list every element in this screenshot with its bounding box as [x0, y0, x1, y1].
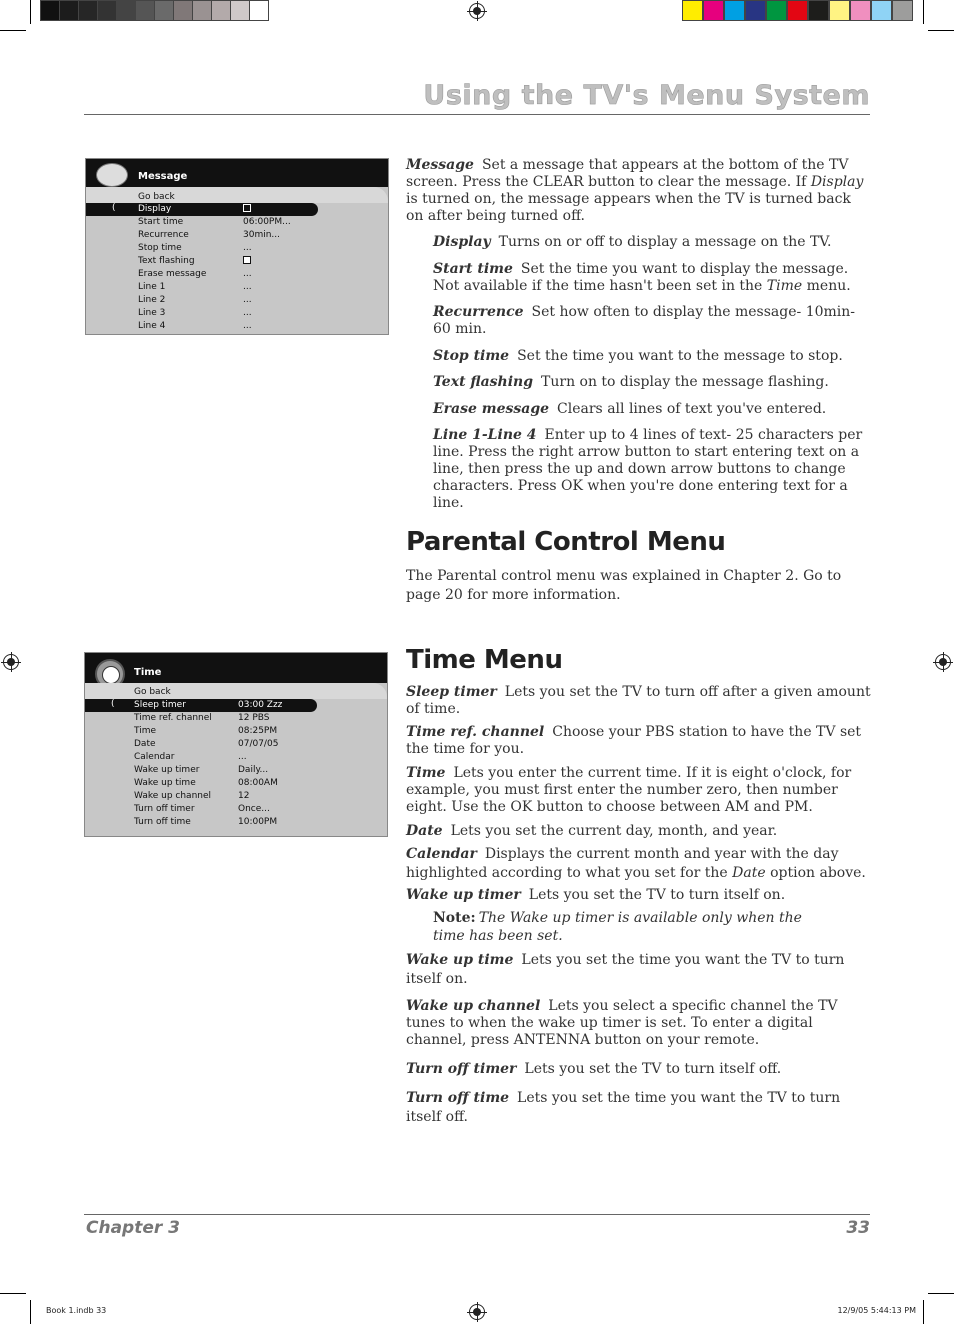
registration-mark-icon	[3, 654, 19, 670]
page-title: Using the TV's Menu System	[423, 80, 870, 111]
slug-file: Book 1.indb 33	[46, 1306, 107, 1315]
calendar-desc: Calendar Displays the current month and year with the day highlighted according to what you set for the Date option above.	[406, 846, 866, 881]
menu-row-value: 12	[238, 791, 250, 801]
turn-off-timer-desc: Turn off timer Lets you set the TV to turn itself off.	[406, 1061, 782, 1077]
menu-row-label: Calendar	[134, 752, 175, 762]
text-flashing-desc: Text flashing Turn on to display the message flashing.	[433, 374, 829, 390]
menu-row-label: Line 2	[138, 295, 166, 305]
menu-row-value: 03:00 Zzz	[238, 700, 283, 710]
menu-row	[85, 764, 387, 777]
menu-row	[85, 738, 387, 751]
menu-row	[85, 790, 387, 803]
color-swatch	[97, 0, 117, 21]
menu-row-value: ...	[238, 752, 247, 762]
page-number: 33	[846, 1218, 870, 1238]
stop-time-desc: Stop time Set the time you want to the message to stop.	[433, 348, 843, 364]
menu-row-value: 08:00AM	[238, 778, 278, 788]
color-swatch	[230, 0, 250, 21]
go-back-item: Go back	[85, 683, 387, 699]
turn-off-time-desc: Turn off time Lets you set the time you want the TV to turn itself off.	[406, 1090, 841, 1125]
menu-row-value: ...	[243, 308, 252, 318]
menu-row	[85, 777, 387, 790]
menu-row	[86, 268, 388, 281]
parental-text: The Parental control menu was explained in Chapter 2. Go to page 20 for more information.	[406, 568, 842, 603]
color-swatch	[745, 0, 766, 21]
menu-row-label: Date	[134, 739, 156, 749]
time-desc: Time Lets you enter the current time. If it is eight o'clock, for example, you must first enter the number zero, then number eight. Use the OK button to choose between AM and PM.	[406, 765, 852, 815]
color-swatch	[249, 0, 269, 21]
color-swatch	[808, 0, 829, 21]
menu-row-label: Turn off timer	[134, 804, 195, 814]
date-desc: Date Lets you set the current day, month, and year.	[406, 823, 778, 839]
sleep-timer-desc: Sleep timer Lets you set the TV to turn off after a given amount of time.	[406, 684, 871, 717]
menu-row-value	[243, 204, 251, 215]
menu-row	[86, 255, 388, 268]
color-swatch	[78, 0, 98, 21]
remote-control-icon	[96, 163, 128, 187]
color-swatch	[682, 0, 703, 21]
menu-row	[86, 229, 388, 242]
registration-mark-icon	[935, 654, 951, 670]
message-menu-screenshot	[85, 158, 389, 335]
message-intro: Message Set a message that appears at the bottom of the TV screen. Press the CLEAR button to clear the message. If Display is turned on, the message appears when the TV is turned back on after being turned off.	[406, 157, 864, 224]
menu-row-label: Wake up channel	[134, 791, 212, 801]
line-desc: Line 1-Line 4 Enter up to 4 lines of text- 25 characters per line. Press the right arrow button to start entering text on a line, then press the up and down arrow buttons to change characters. Press OK when you're done entering text for a line.	[433, 427, 863, 511]
menu-row-label: Start time	[138, 217, 184, 227]
menu-row-label: Display	[138, 204, 172, 214]
menu-row-label: Time ref. channel	[134, 713, 212, 723]
wake-up-channel-desc: Wake up channel Lets you select a specific channel the TV tunes to when the wake up timer is set. To enter a digital channel, press ANTENNA button on your remote.	[406, 998, 838, 1048]
color-swatch	[154, 0, 174, 21]
color-swatch	[116, 0, 136, 21]
menu-row	[86, 307, 388, 320]
menu-row-label: Text flashing	[138, 256, 195, 266]
color-swatch	[59, 0, 79, 21]
title-divider	[84, 114, 870, 115]
menu-row-label: Wake up time	[134, 778, 196, 788]
crop-mark	[923, 0, 924, 24]
color-swatch	[850, 0, 871, 21]
menu-row	[86, 281, 388, 294]
menu-title: Time	[134, 667, 162, 678]
menu-row-value: 08:25PM	[238, 726, 278, 736]
menu-row-label: Erase message	[138, 269, 207, 279]
color-swatch	[829, 0, 850, 21]
menu-row-label: Wake up timer	[134, 765, 200, 775]
menu-row-label: Turn off time	[134, 817, 191, 827]
menu-row-value: ...	[243, 295, 252, 305]
menu-row-value: Once...	[238, 804, 270, 814]
menu-row	[86, 320, 388, 333]
menu-header	[85, 653, 387, 683]
menu-row-label: Sleep timer	[134, 700, 186, 710]
menu-row-value: ...	[243, 321, 252, 331]
color-swatch	[703, 0, 724, 21]
footer-divider	[84, 1214, 870, 1215]
crop-mark	[923, 1300, 924, 1324]
crop-mark	[30, 0, 31, 24]
erase-message-desc: Erase message Clears all lines of text you've entered.	[433, 401, 827, 417]
color-swatch	[787, 0, 808, 21]
color-swatch	[871, 0, 892, 21]
menu-row-value: 06:00PM...	[243, 217, 291, 227]
note: Note: The Wake up timer is available only when the time has been set.	[433, 910, 802, 944]
menu-row-value: ...	[243, 243, 252, 253]
menu-row-value: ...	[243, 282, 252, 292]
registration-mark-icon	[469, 1304, 485, 1320]
chapter-label: Chapter 3	[86, 1218, 181, 1238]
crop-mark	[928, 30, 954, 31]
display-desc: Display Turns on or off to display a message on the TV.	[433, 234, 832, 250]
menu-row	[85, 816, 387, 829]
recurrence-desc: Recurrence Set how often to display the message- 10min- 60 min.	[433, 304, 856, 337]
wake-up-timer-desc: Wake up timer Lets you set the TV to turn itself on.	[406, 887, 786, 903]
menu-row-label: Stop time	[138, 243, 182, 253]
checkbox-icon	[243, 204, 251, 212]
menu-row	[86, 216, 388, 229]
crop-mark	[0, 1293, 26, 1294]
menu-row-value: Daily...	[238, 765, 269, 775]
menu-title: Message	[138, 171, 188, 182]
menu-row-value: 30min...	[243, 230, 281, 240]
menu-row	[86, 294, 388, 307]
menu-row	[85, 751, 387, 764]
menu-row-label: Recurrence	[138, 230, 189, 240]
menu-row-label: Line 3	[138, 308, 166, 318]
menu-row-label: Line 1	[138, 282, 166, 292]
crop-mark	[0, 30, 26, 31]
menu-row	[85, 699, 317, 712]
crop-mark	[30, 1300, 31, 1324]
slug-timestamp: 12/9/05 5:44:13 PM	[837, 1306, 916, 1315]
color-swatch	[724, 0, 745, 21]
color-swatch	[192, 0, 212, 21]
menu-row-value: 07/07/05	[238, 739, 279, 749]
parental-heading: Parental Control Menu	[406, 527, 726, 557]
menu-row	[85, 712, 387, 725]
menu-row-value: ...	[243, 269, 252, 279]
menu-row	[85, 725, 387, 738]
selection-caret-icon: (	[112, 203, 116, 213]
menu-row-value: 12 PBS	[238, 713, 270, 723]
menu-rows	[86, 203, 388, 333]
menu-row	[86, 203, 318, 216]
menu-row-value: 10:00PM	[238, 817, 278, 827]
color-swatch	[892, 0, 913, 21]
start-time-desc: Start time Set the time you want to display the message. Not available if the time hasn't been set in the Time menu.	[433, 261, 851, 294]
color-swatch	[135, 0, 155, 21]
menu-row	[86, 242, 388, 255]
color-swatch	[766, 0, 787, 21]
menu-row	[85, 803, 387, 816]
time-heading: Time Menu	[406, 645, 563, 675]
time-menu-screenshot	[84, 652, 388, 837]
color-swatch	[173, 0, 193, 21]
menu-rows	[85, 699, 387, 829]
go-back-item: Go back	[86, 187, 388, 203]
time-ref-desc: Time ref. channel Choose your PBS station to have the TV set the time for you.	[406, 724, 862, 757]
wake-up-time-desc: Wake up time Lets you set the time you want the TV to turn itself on.	[406, 952, 845, 987]
registration-mark-icon	[469, 3, 485, 19]
menu-row-label: Time	[134, 726, 157, 736]
crop-mark	[928, 1293, 954, 1294]
menu-header	[86, 159, 388, 187]
color-swatch	[40, 0, 60, 21]
checkbox-icon	[243, 256, 251, 264]
menu-row-label: Line 4	[138, 321, 166, 331]
color-swatch	[211, 0, 231, 21]
menu-row-value	[243, 256, 251, 267]
selection-caret-icon: (	[111, 699, 115, 709]
